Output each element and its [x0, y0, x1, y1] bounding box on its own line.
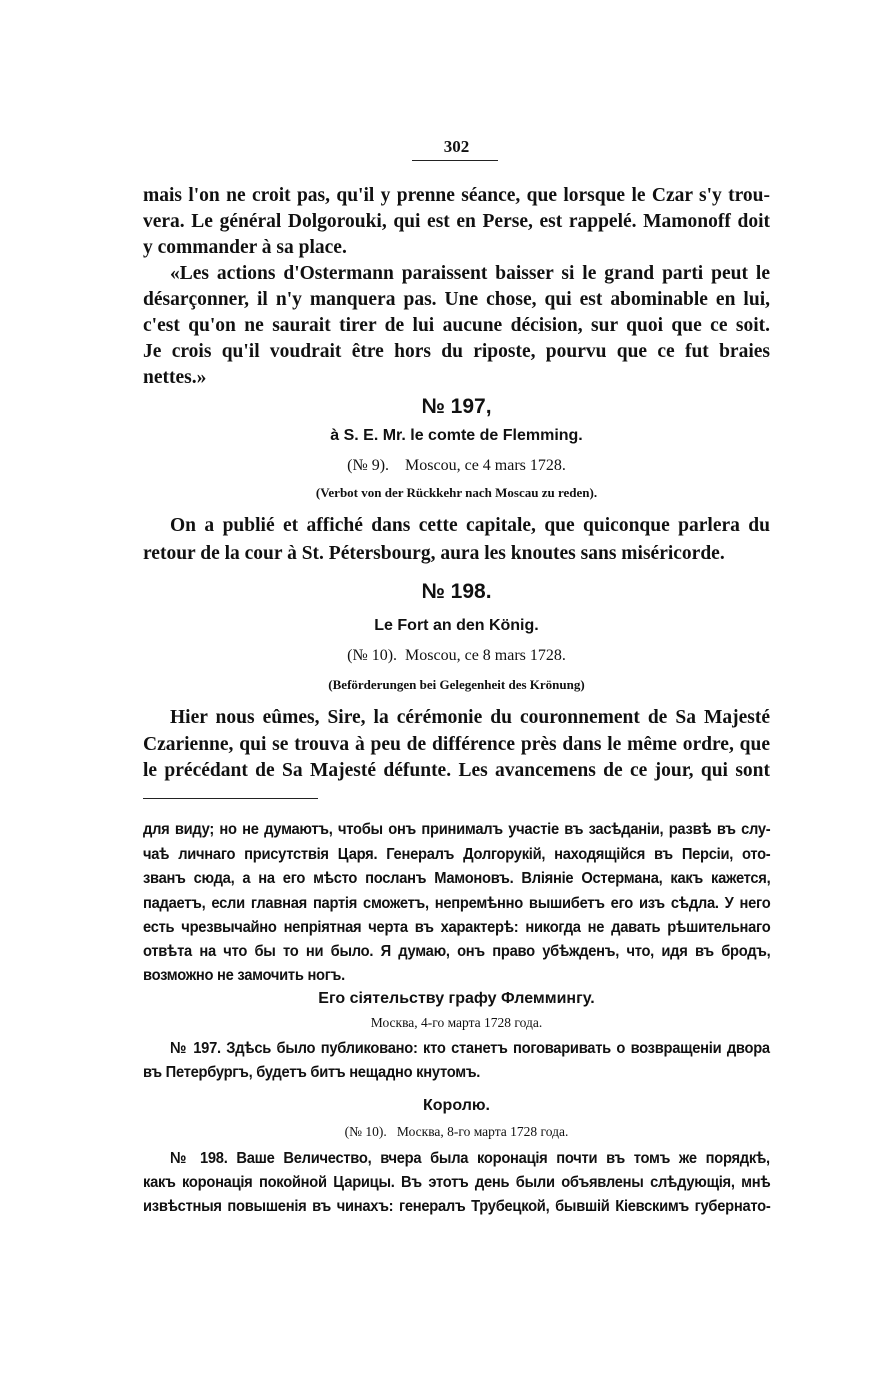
text-line: Hier nous eûmes, Sire, la cérémonie du couronnement de Sa Majesté: [170, 707, 770, 728]
text-line: On a publié et affiché dans cette capitale, que quiconque parlera du: [170, 515, 770, 536]
text-line: désarçonner, il n'y manquera pas. Une chose, qui est abominable en lui,: [143, 289, 770, 310]
text-line: mais l'on ne croit pas, qu'il y prenne séance, que lorsque le Czar s'y trou-: [143, 185, 770, 206]
letter-197-summary: (Verbot von der Rückkehr nach Moscau zu reden).: [315, 485, 598, 500]
letter-197-dateline: (№ 9). Moscou, ce 4 mars 1728.: [347, 457, 566, 474]
text-line: le précédant de Sa Majesté défunte. Les avancemens de ce jour, qui sont: [143, 760, 770, 781]
footnote-line: № 198. Ваше Величество, вчера была коронація почти въ томъ же порядкѣ,: [170, 1150, 770, 1167]
letter-198-dateline: (№ 10). Moscou, ce 8 mars 1728.: [347, 647, 566, 664]
text-line: nettes.»: [143, 367, 207, 388]
letter-198-addressee: Le Fort an den König.: [374, 617, 539, 634]
text-line: Czarienne, qui se trouva à peu de différence près dans le même ordre, que: [143, 734, 770, 755]
footnote-date-2: (№ 10). Москва, 8-го марта 1728 года.: [344, 1124, 569, 1139]
footnote-line: возможно не замочить ногъ.: [143, 967, 345, 984]
letter-198-number: № 198.: [421, 580, 492, 603]
footnote-heading-2: Королю.: [423, 1097, 490, 1114]
text-line: vera. Le général Dolgorouki, qui est en Perse, est rappelé. Mamonoff doit: [143, 211, 770, 232]
footnote-line: есть чрезвычайно непріятная черта въ характерѣ: никогда не давать рѣшительнаго: [143, 919, 771, 936]
text-line: c'est qu'on ne saurait tirer de lui aucune décision, sur quoi que ce soit.: [143, 315, 770, 336]
footnote-line: чаѣ личнаго присутствія Царя. Генералъ Долгорукій, находящійся въ Персіи, ото-: [143, 846, 771, 863]
letter-198-summary: (Beförderungen bei Gelegenheit des Krönung): [328, 677, 585, 692]
letter-197-addressee: à S. E. Mr. le comte de Flemming.: [330, 427, 583, 444]
footnote-line: какъ коронація покойной Царицы. Въ этотъ день были объявлены слѣдующія, мнѣ: [143, 1174, 771, 1191]
footnote-line: званъ сюда, а на его мѣсто посланъ Мамоновъ. Вліяніе Остермана, какъ кажется,: [143, 870, 771, 887]
footnote-line: № 197. Здѣсь было публиковано: кто станетъ поговаривать о возвращеніи двора: [170, 1040, 770, 1057]
footnote-date-1: Москва, 4-го марта 1728 года.: [370, 1015, 543, 1030]
text-line: «Les actions d'Ostermann paraissent baisser si le grand parti peut le: [170, 263, 770, 284]
footnote-line: для виду; но не думаютъ, чтобы онъ принималъ участіе въ засѣданіи, развѣ въ слу-: [143, 821, 771, 838]
footnote-line: въ Петербургъ, будетъ битъ нещадно кнутомъ.: [143, 1064, 481, 1081]
footnote-rule: [143, 798, 318, 799]
footnote-heading-1: Его сіятельству графу Флеммингу.: [318, 990, 595, 1007]
text-line: Je crois qu'il voudrait être hors du riposte, pourvu que ce fut braies: [143, 341, 770, 362]
footnote-line: отвѣта на что бы то ни было. Я думаю, онъ право убѣжденъ, что, идя въ бродъ,: [143, 943, 771, 960]
letter-197-number: № 197,: [421, 395, 492, 418]
text-line: y commander à sa place.: [143, 237, 347, 258]
footnote-line: падаетъ, если главная партія сможетъ, непремѣнно вышибетъ его изъ сѣдла. У него: [143, 895, 771, 912]
footnote-line: извѣстныя повышенія въ чинахъ: генералъ Трубецкой, бывшій Кіевскимъ губернато-: [143, 1198, 771, 1215]
text-line: retour de la cour à St. Pétersbourg, aura les knoutes sans miséricorde.: [143, 543, 725, 564]
header-rule: [412, 160, 498, 161]
page-number: 302: [443, 137, 470, 156]
